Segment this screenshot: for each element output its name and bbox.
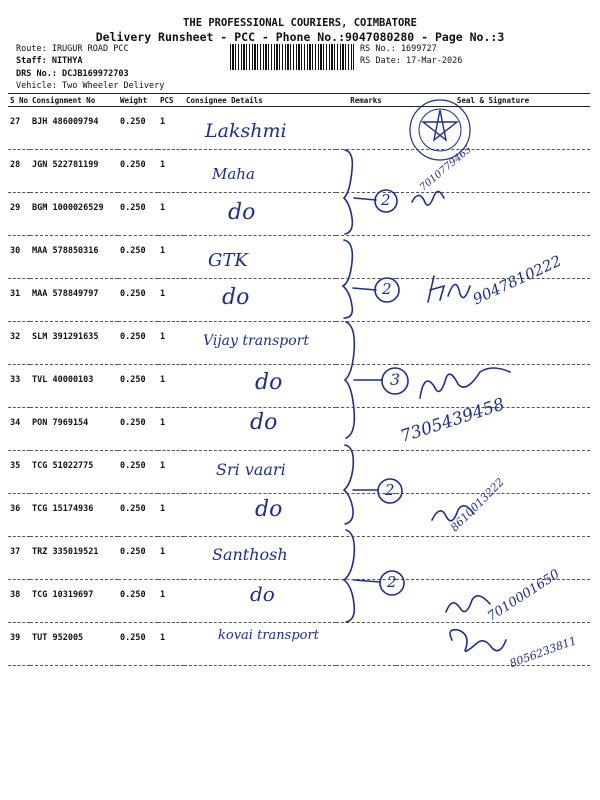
signature-icon [446,596,490,612]
cell-consignment: MAA 578849797 [30,279,118,322]
cell-weight: 0.250 [118,494,158,537]
cell-consignment: SLM 391291635 [30,322,118,365]
handwritten-consignee: do [255,370,283,395]
cell-consignment: TCG 10319697 [30,580,118,623]
cell-sno: 35 [8,451,30,494]
handwritten-consignee: Santhosh [212,545,288,564]
cell-pcs: 1 [158,451,184,494]
handwritten-consignee: do [222,285,250,310]
cell-sno: 27 [8,107,30,150]
cell-sno: 31 [8,279,30,322]
cell-weight: 0.250 [118,107,158,150]
cell-consignment: JGN 522781199 [30,150,118,193]
handwritten-count: 3 [390,370,401,389]
handwritten-consignee: Maha [212,165,255,183]
vehicle-label: Vehicle: Two Wheeler Delivery [16,81,165,91]
signature-icon [420,368,510,398]
col-signature-header: Seal & Signature [396,94,590,107]
cell-sno: 33 [8,365,30,408]
col-consignment-header: Consignment No [30,94,118,107]
handwritten-consignee: do [228,200,256,225]
cell-sno: 30 [8,236,30,279]
drs-label: DRS No.: DCJB169972703 [16,69,129,79]
signature-icon [412,191,444,205]
rs-date: RS Date: 17-Mar-2026 [360,56,463,66]
cell-consignment: TCG 15174936 [30,494,118,537]
cell-sno: 29 [8,193,30,236]
handwritten-consignee: do [255,497,283,522]
cell-weight: 0.250 [118,193,158,236]
cell-weight: 0.250 [118,365,158,408]
cell-sno: 32 [8,322,30,365]
handwritten-phone: 7305439458 [398,394,508,448]
cell-pcs: 1 [158,107,184,150]
handwritten-consignee: kovai transport [218,628,319,643]
handwritten-phone: 7010001650 [485,566,563,625]
handwritten-phone: 9047810222 [470,251,565,309]
cell-weight: 0.250 [118,322,158,365]
cell-sno: 38 [8,580,30,623]
cell-sno: 34 [8,408,30,451]
staff-label: Staff: NITHYA [16,56,83,66]
cell-consignment: BGM 1000026529 [30,193,118,236]
company-title: THE PROFESSIONAL COURIERS, COIMBATORE [183,17,417,29]
cell-weight: 0.250 [118,150,158,193]
signature-icon [432,506,474,521]
signature-icon [428,276,470,302]
cell-pcs: 1 [158,408,184,451]
handwritten-phone: 8610013222 [448,475,507,535]
handwritten-consignee: do [250,410,278,435]
cell-pcs: 1 [158,580,184,623]
cell-sno: 39 [8,623,30,666]
handwritten-consignee: Lakshmi [205,120,287,142]
cell-consignment: TRZ 335019521 [30,537,118,580]
route-label: Route: IRUGUR ROAD PCC [16,44,129,54]
col-weight-header: Weight [118,94,158,107]
handwritten-consignee: do [250,582,275,606]
cell-weight: 0.250 [118,408,158,451]
cell-pcs: 1 [158,279,184,322]
rs-number: RS No.: 1699727 [360,44,437,54]
cell-pcs: 1 [158,322,184,365]
cell-consignment: TCG 51022775 [30,451,118,494]
cell-consignment: TVL 40000103 [30,365,118,408]
col-pcs-header: PCS [158,94,184,107]
cell-pcs: 1 [158,623,184,666]
col-remarks-header: Remarks [336,94,396,107]
handwritten-count: 2 [385,481,395,499]
cell-weight: 0.250 [118,580,158,623]
handwritten-consignee: GTK [208,250,248,271]
cell-weight: 0.250 [118,236,158,279]
cell-pcs: 1 [158,150,184,193]
handwritten-count: 2 [381,191,391,209]
cell-weight: 0.250 [118,451,158,494]
cell-pcs: 1 [158,494,184,537]
handwritten-phone: 7010779465 [418,144,474,194]
handwritten-count: 2 [387,573,397,591]
cell-consignment: PON 7969154 [30,408,118,451]
cell-sno: 28 [8,150,30,193]
cell-weight: 0.250 [118,279,158,322]
handwritten-consignee: Sri vaari [216,460,286,479]
cell-consignment: MAA 578850316 [30,236,118,279]
cell-pcs: 1 [158,365,184,408]
col-sno-header: S No [10,95,29,105]
signature-icon [450,630,506,651]
cell-pcs: 1 [158,193,184,236]
handwritten-count: 2 [382,280,392,298]
cell-weight: 0.250 [118,537,158,580]
handwritten-phone: 8056233811 [508,634,579,671]
runsheet-subtitle: Delivery Runsheet - PCC - Phone No.:9047080280 - Page No.:3 [95,30,505,44]
cell-weight: 0.250 [118,623,158,666]
cell-pcs: 1 [158,537,184,580]
cell-consignment: BJH 486009794 [30,107,118,150]
cell-pcs: 1 [158,236,184,279]
handwritten-consignee: Vijay transport [203,333,309,349]
cell-sno: 36 [8,494,30,537]
cell-sno: 37 [8,537,30,580]
cell-consignment: TUT 952005 [30,623,118,666]
col-consignee-header: Consignee Details [184,94,336,107]
